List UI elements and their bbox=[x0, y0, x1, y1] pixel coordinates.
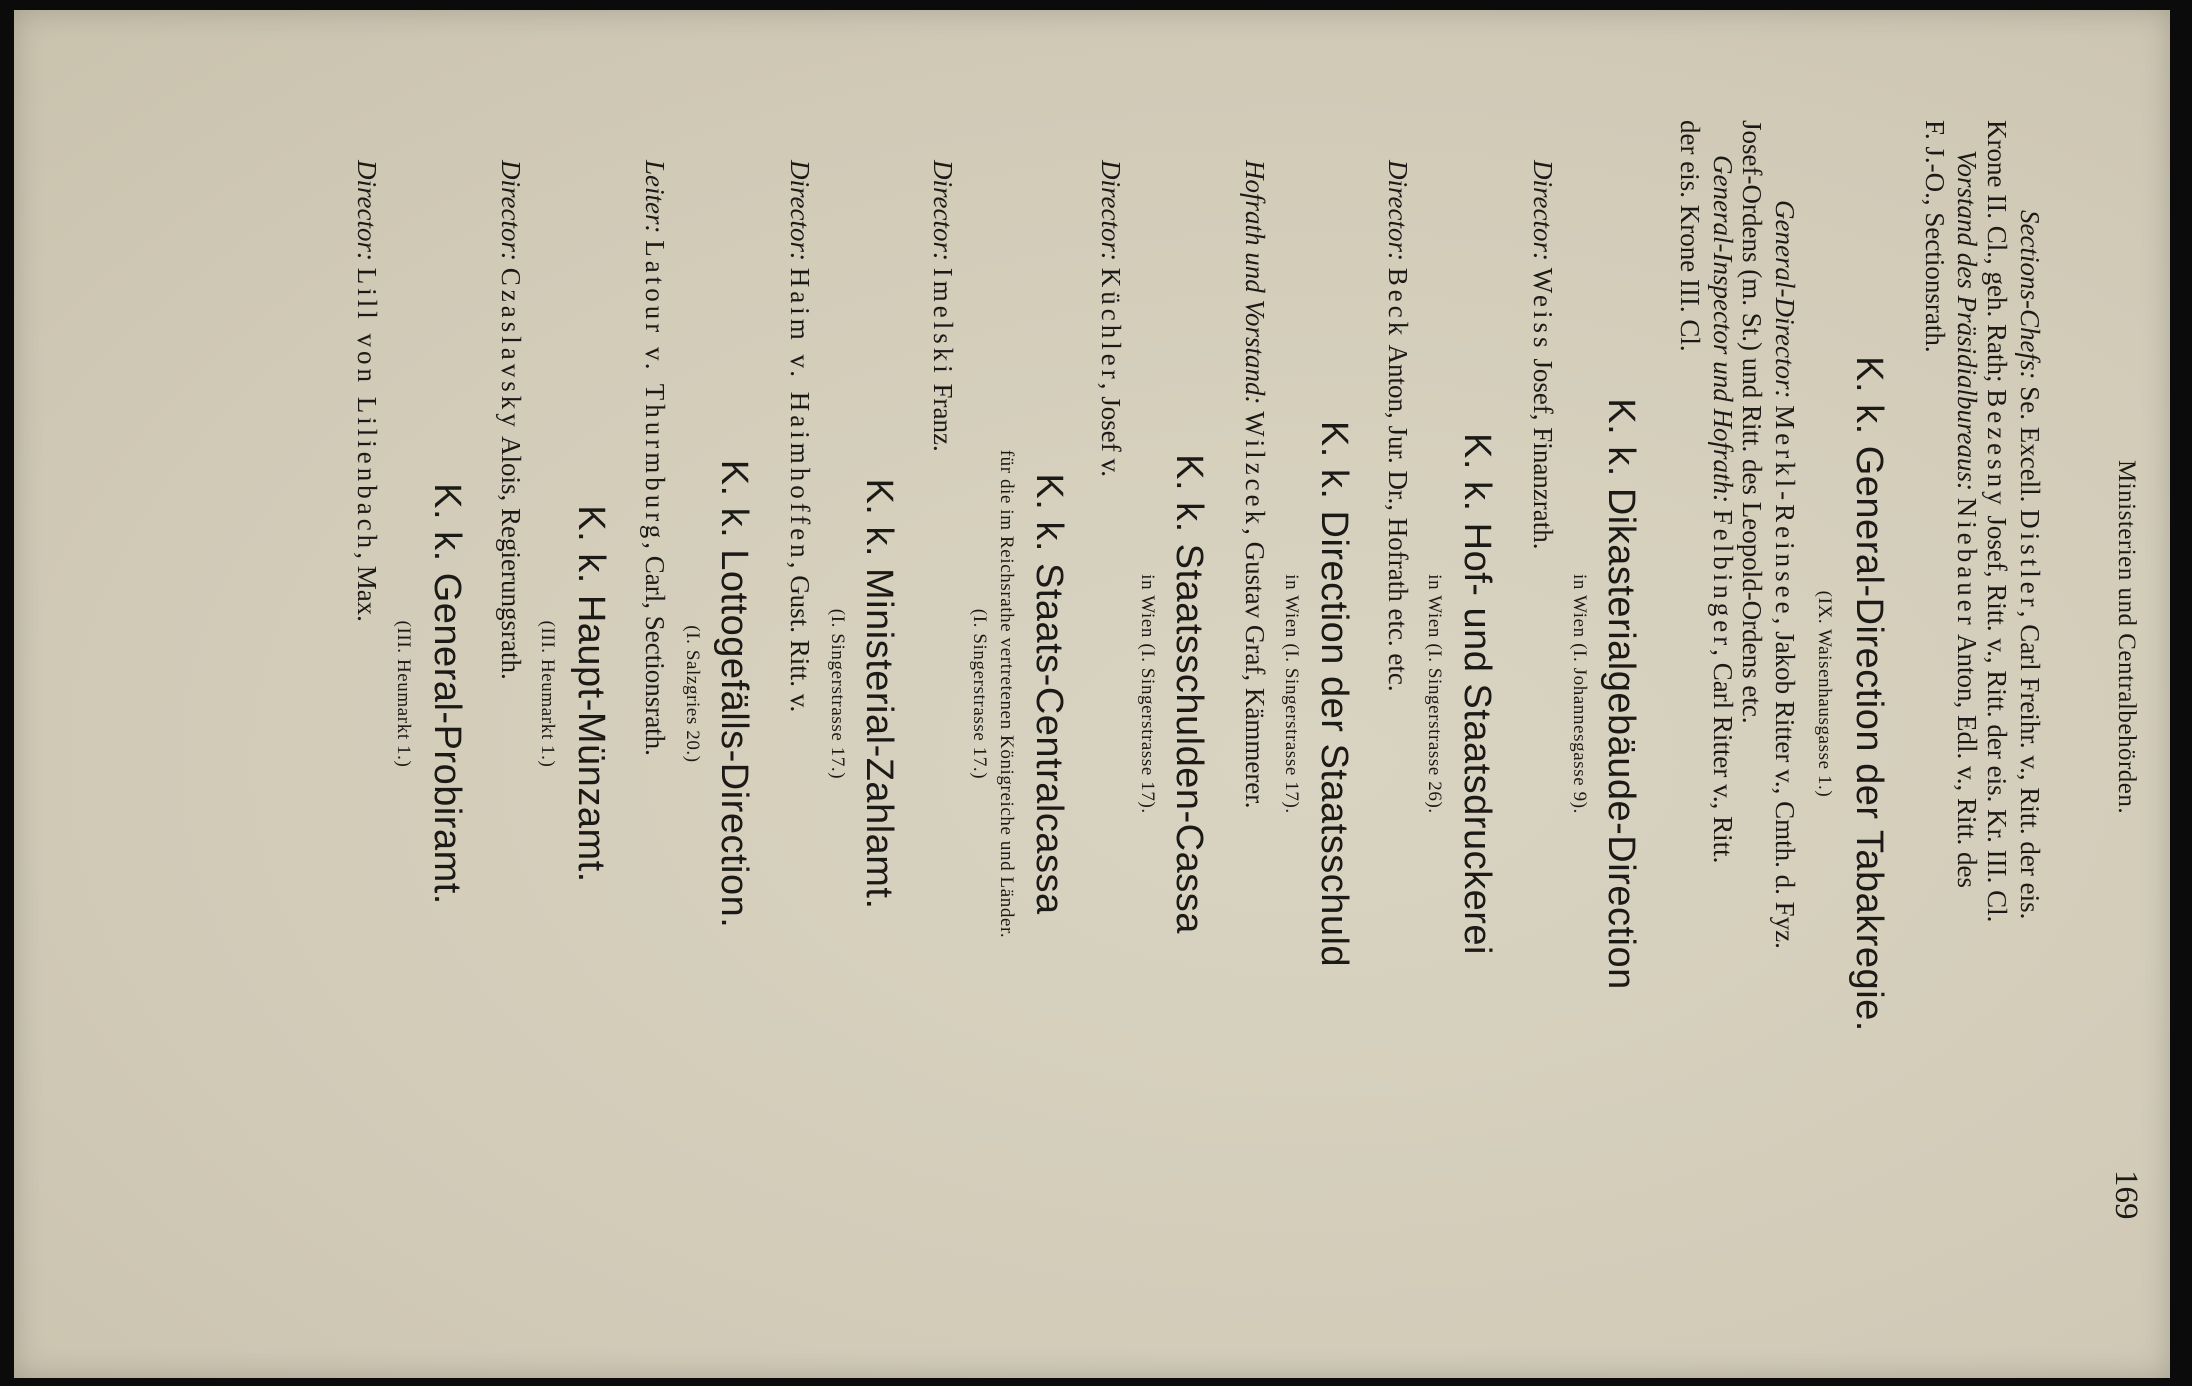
ministerial-zahlamt-line-1: Director: Haim v. Haimhoffen, Gust. Ritt. v. bbox=[785, 160, 815, 713]
intro-line-1: Sections-Chefs: Se. Excell. Distler, Carl Freihr. v., Ritt. der eis. bbox=[2015, 210, 2045, 920]
address-haupt-muenzamt: (III. Heumarkt 1.) bbox=[537, 620, 558, 768]
book-page bbox=[14, 10, 2170, 1378]
running-head bbox=[2090, 10, 2144, 1378]
address-staatsschulden-cassa: in Wien (I. Singerstrasse 17). bbox=[1137, 574, 1158, 814]
heading-staatsdruckerei: K. k. Hof- und Staatsdruckerei bbox=[1456, 433, 1498, 955]
heading-staatsschuld: K. k. Direction der Staatsschuld bbox=[1313, 420, 1355, 968]
heading-tabakregie: K. k. General-Direction der Tabakregie. bbox=[1848, 356, 1890, 1032]
haupt-muenzamt-line-1: Director: Czaslavsky Alois, Regierungsrath. bbox=[496, 160, 526, 680]
heading-haupt-muenzamt: K. k. Haupt-Münzamt. bbox=[570, 505, 612, 883]
staatsschulden-cassa-line-1: Director: Küchler, Josef v. bbox=[1096, 160, 1126, 477]
address-lottogefaells: (I. Salzgries 20.) bbox=[682, 625, 703, 763]
intro-line-2: Krone II. Cl., geh. Rath; Bezesny Josef, Ritt. v., Ritt. der eis. Kr. III. Cl. bbox=[1982, 120, 2012, 923]
lottogefaells-line-1: Leiter: Latour v. Thurmburg, Carl, Sectionsrath. bbox=[640, 160, 670, 756]
tabakregie-line-2: Josef-Ordens (m. St.) und Ritt. des Leopold-Ordens etc. bbox=[1737, 120, 1767, 724]
address-ministerial-zahlamt: (I. Singerstrasse 17.) bbox=[827, 608, 848, 780]
address-staats-centralcassa-2: (I. Singerstrasse 17.) bbox=[969, 608, 990, 780]
intro-line-3: Vorstand des Präsidialbureaus: Niebauer Anton, Edl. v., Ritt. des bbox=[1952, 150, 1982, 888]
tabakregie-line-3: General-Inspector und Hofrath: Felbinger, Carl Ritter v., Ritt. bbox=[1708, 155, 1738, 864]
address-dikasterialgebaeude: in Wien (I. Johannesgasse 9). bbox=[1569, 573, 1590, 814]
staatsschuld-line-1: Hofrath und Vorstand: Wilzcek, Gustav Graf, Kämmerer. bbox=[1240, 160, 1270, 809]
heading-ministerial-zahlamt: K. k. Ministerial-Zahlamt. bbox=[858, 478, 900, 910]
intro-line-4: F. J.-O., Sectionsrath. bbox=[1920, 120, 1950, 353]
address-staats-centralcassa-1: für die im Reichsrathe vertretenen Königreiche und Länder. bbox=[996, 449, 1017, 939]
tabakregie-line-1: General-Director: Merkl-Reinsee, Jakob Ritter v., Cmth. d. Fyz. bbox=[1770, 200, 1800, 949]
heading-staats-centralcassa: K. k. Staats-Centralcassa bbox=[1028, 473, 1070, 915]
tabakregie-line-4: der eis. Krone III. Cl. bbox=[1675, 120, 1705, 352]
staats-centralcassa-line-1: Director: Imelski Franz. bbox=[928, 160, 958, 452]
running-title: Ministerien und Centralbehörden. bbox=[2113, 460, 2140, 815]
heading-general-probiramt: K. k. General-Probiramt. bbox=[426, 483, 468, 905]
address-staatsdruckerei: in Wien (I. Singerstrasse 26). bbox=[1424, 574, 1445, 814]
general-probiramt-line-1: Director: Lill von Lilienbach, Max. bbox=[352, 160, 382, 622]
heading-staatsschulden-cassa: K. k. Staatsschulden-Cassa bbox=[1168, 454, 1210, 934]
staatsdruckerei-line-1: Director: Beck Anton, Jur. Dr., Hofrath etc. etc. bbox=[1383, 160, 1413, 692]
rotated-text-block bbox=[14, 10, 2170, 1378]
address-staatsschuld: in Wien (I. Singerstrasse 17). bbox=[1281, 574, 1302, 814]
dikasterialgebaeude-line-1: Director: Weiss Josef, Finanzrath. bbox=[1528, 160, 1558, 550]
heading-lottogefaells: K. k. Lottogefälls-Direction. bbox=[713, 459, 755, 929]
heading-dikasterialgebaeude: K. k. Dikasterialgebäude-Direction bbox=[1600, 398, 1642, 990]
address-general-probiramt: (III. Heumarkt 1.) bbox=[393, 620, 414, 768]
address-tabakregie: (IX. Waisenhausgasse 1.) bbox=[1814, 590, 1835, 798]
page-number: 169 bbox=[2108, 1170, 2144, 1220]
